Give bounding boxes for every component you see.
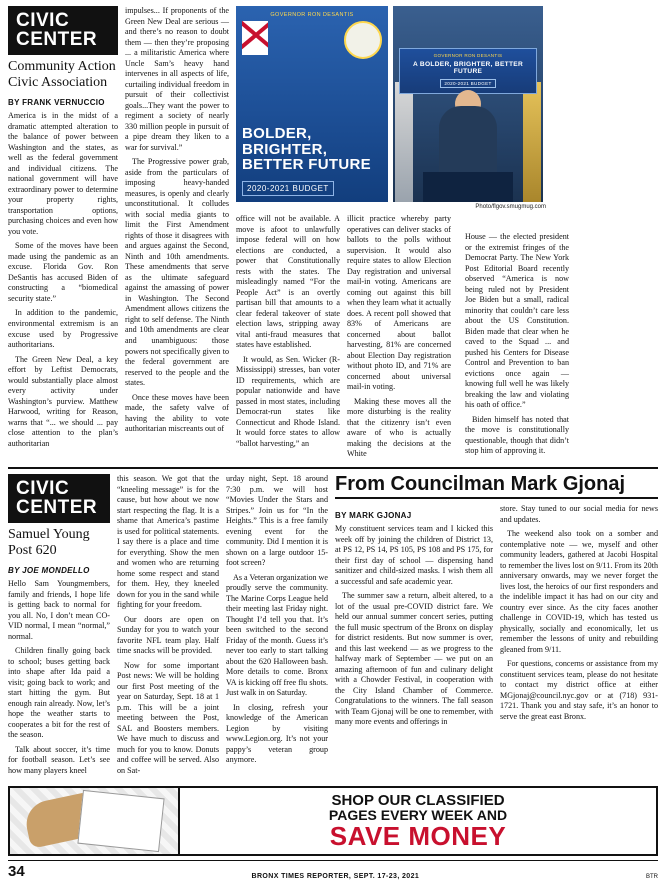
masthead-subtitle-2: [8, 527, 110, 559]
footer-code: BTR: [645, 874, 658, 880]
flag-left-decor: [395, 82, 413, 202]
masthead-subtitle: [8, 59, 118, 91]
article-body-column-5: House — the elected president or the extremist fringes of the Democrat Party. The New York Post Editorial Board recently observed “America is now being ruled not by President Joe Biden but a small, radical minority that couldn’t care less about the US Constitution. Biden made that clear when he caved to the Squad ... and pushed his Centers for Disease Control and Prevention to ban evictions once again — knowing full well he was likely breaking the law and violating his oath of office.” Biden himself has noted that the move is constitutionally questionable, though that didn’t stop him of approving it.: [465, 232, 569, 456]
masthead-subtitle-line2: Civic Association: [8, 75, 108, 91]
gjonaj-headline: From Councilman Mark Gjonaj: [335, 474, 658, 499]
gjonaj-column-1: BY MARK GJONAJ My constituent services team and I kicked this week off by joining the children of District 13, at PS 12, PS 14, PS 105, PS 108 and PS 175, for their first day of school — dispensing hand sanitizer and child-sized masks. I wish them all a successful and safe academic year. The summer saw a return, albeit altered, to a lot of the usual pre-COVID district fare. We held our annual summer concert series, putting the full music spectrum of the Bronx on display for district residents. But now summer is over, and this last weekend — as we progress to the halfway mark of September — we put on an amazing afternoon of fun and culinary delight with a Chowder Festival, in cooperation with the City Island Chamber of Commerce. Congratulations to the winners. The fall season with Team Gjonaj will be one to remember, with many more events and offerings in: [335, 511, 493, 727]
ad-line-3: SAVE MONEY: [329, 821, 507, 852]
cover-emblems: [242, 21, 382, 59]
photo-credit: Photo/flgov.smugmug.com: [475, 204, 546, 210]
article-body-column-4: illicit practice whereby party operatives can deliver stacks of ballots to the polls without supervision. It would also require states to allow Election Day registration and universal mail-in voting. Americans are coming out against this bill when they learn what it actually does. A recent poll showed that 83% of Americans are concerned about ballot harvesting, 81% are concerned about Election Day registration without photo ID, and 71% are concerned about universal mail-in voting. Making these moves all the more disturbing is the reality that the citizenry isn’t even aware of who is actually making the decisions at the White: [347, 214, 451, 459]
section-divider: [8, 467, 658, 469]
bottom-section: [8, 474, 658, 780]
legion-post-column: [8, 474, 110, 780]
legion-body-column-1: Hello Sam Youngmembers, family and friends, I hope life is getting back to normal for you all. No, I don’t mean CO-VID normal, I mean “normal,” normal. Children finally going back to school; buses getting back into shape after Ida paid a visit; going back to work; and start hitting the gym. But enough rain already. Now, let’s hope the weather starts to cooperates a bit for the rest of the season. Talk about soccer, it’s time for football season. Let’s see how many players kneel: [8, 579, 110, 775]
legion-body-column-3: urday night, Sept. 18 around 7:30 p.m. we will host “Movies Under the Stars and Stripes.” Join us for “In the Heights.” This is a free family evening event for the community. Did I mention it is shown on a large outdoor 15-foot screen? As a Veteran organization we proudly serve the community. The Marine Corps League held their meeting last Friday night. Thought I’d tell you that. It’s been switched to the second Friday of the month. Guess it’s never too early to start talking about the 620 Halloween bash. More details to come. Bronx VA is kicking off free flu shots. Just walk in on Saturday. In closing, refresh your knowledge of the American Legion by visiting www.Legion.org. It’s not your pappy’s veteran group anymore.: [226, 474, 328, 765]
ad-illustration: [10, 788, 180, 854]
article-byline: BY FRANK VERNUCCIO: [8, 98, 105, 108]
newspaper-icon: [77, 790, 164, 852]
gjonaj-article: [335, 474, 658, 780]
article-body-column-1: America is in the midst of a dramatic attempted alteration to the balance of power between Washington and the states, as well as the federal government and individual citizens. The national government will have extraordinary power to determine your property rights, transportation options, purchasing choices and even how you vote. Some of the moves have been made using the pandemic as an excuse. Florida Gov. Ron DeSantis has accused Biden of constructing a “biomedical security state.” In addition to the pandemic, environmental extremism is an excuse used by Progressive authoritarians. The Green New Deal, a key effort by Leftist Democrats, would substantially place almost every activity under Washington’s purview. Matthew Harwood, writing for Reason, warns that “... we should ... pay close attention to the plan’s authoritarian: [8, 111, 118, 448]
masthead-subtitle-line1: Community Action: [8, 59, 116, 74]
civic-center-masthead-2: [8, 474, 110, 523]
state-seal-icon: [344, 21, 382, 59]
gjonaj-column-2: store. Stay tuned to our social media for news and updates. The weekend also took on a somber and contemplative note — we, myself and other community leaders, gathered at Jacobi Hospital to remember the lives lost on 9/11. From its 20th anniversary onwards, may we never forget the lives lost, the heroics of our first responders and the indelible impact it has had on our city and country ever since. As the city faces another challenge in COVID-19, which has tested us physically, socially and economically, let us remember the lessons of unity and rebuilding gleaned from 9/11. For questions, concerns or assistance from my constituent services team, please do not hesitate to contact my district office at either MGjonaj@council.nyc.gov or at (718) 931-1721. Thank you and stay safe, it’s an honor to serve the great east Bronx.: [500, 504, 658, 721]
photo-row: [236, 6, 546, 202]
publication-line: BRONX TIMES REPORTER, SEPT. 17-23, 2021: [251, 873, 420, 880]
ad-copy: [180, 793, 656, 851]
masthead-title: CIVIC CENTER: [16, 10, 98, 50]
top-section: [8, 6, 658, 461]
gjonaj-byline: BY MARK GJONAJ: [335, 511, 412, 520]
masthead-title-2: CIVIC CENTER: [16, 478, 98, 518]
page-footer: [8, 860, 658, 880]
cover-title: BOLDER, BRIGHTER, BETTER FUTURE: [242, 124, 371, 174]
page-number: 34: [8, 863, 25, 880]
cover-badge: 2020-2021 BUDGET: [242, 181, 334, 196]
cover-top-label: GOVERNOR RON DESANTIS: [270, 12, 354, 18]
article-body-column-3: office will not be available. A move is afoot to unlawfully impose federal will on how elections are conducted, a power that Constitutionally rests with the states. The misleadingly named “For the People Act” is an overtly partisan bill that amounts to a clear federal takeover of state election laws, stripping away vital anti-fraud measures that states have established. It would, as Sen. Wicker (R-Mississippi) stresses, ban voter ID requirements, which are popular nationwide and have passed in most states, including Democrat-run states like Connecticut and Rhode Island. It would force states to allow “ballot harvesting,” an: [236, 214, 340, 448]
florida-flag-icon: [242, 21, 268, 55]
civic-center-masthead: [8, 6, 118, 55]
ad-line-2: PAGES EVERY WEEK AND: [328, 807, 508, 824]
article-body-column-2: impulses... If proponents of the Green New Deal are serious — and there’s no reason to doubt them — then they’re proposing ... a militaristic America where Uncle Sam’s heavy hand intervenes in all aspects of life, curtailing individual freedom in pursuit of their collectivist goals...They want the power to regiment a society of nearly 330 million people in pursuit of a pipe dream they liken to a war for survival.” The Progressive power grab, aside from the particulars of imposing heavy-handed measures, is openly and clearly unconstitutional. It colludes with social media giants to limit the First Amendment rights of those it disagrees with and argues against the Second, Ninth and 10th amendments. These amendments that serve as the ultimate safeguard against the amassing of power in Washington. The Second Amendment allows citizens the right to self defense. The Ninth and 10th amendments are clear and unambiguous: those powers not specifically given to the federal government are reserved to the people and the states. Once these moves have been made, the safety valve of having the ability to vote authoritarian miscreants out of: [125, 6, 229, 434]
podium-banner: GOVERNOR RON DESANTIS A BOLDER, BRIGHTER, BETTER FUTURE 2020-2021 BUDGET: [399, 48, 537, 94]
podium-stand: [423, 172, 513, 202]
post-name: Samuel Young: [8, 527, 90, 542]
post-number: Post 620: [8, 543, 57, 559]
civic-center-column: [8, 6, 118, 461]
budget-cover-photo: [236, 6, 388, 202]
legion-body-column-2: this season. We got that the “kneeling message” is for the cause, but how about we now start respecting the flag. It is a shame that America’s pastime is used for political statements. I say there is a place and time for everything. Show the men and women who are returning home some respect and stand for them. Hey, they kneeled down for you in the sand while fighting for your freedom. Our doors are open on Sunday for you to watch your favorite NFL team play. Half time snacks will be provided. Now for some important Post news: We will be holding our first Post meeting of the year on Saturday, Sept. 18 at 1 p.m. This will be a joint meeting between the Post, SAL and Boosters members. We have much to discuss and much for you to know. Donuts and coffee will be served. Also on Sat-: [117, 474, 219, 775]
legion-byline: BY JOE MONDELLO: [8, 566, 90, 576]
ad-line-1: SHOP OUR CLASSIFIED: [331, 791, 505, 809]
flag-right-decor: [523, 82, 541, 202]
governor-podium-photo: [393, 6, 543, 202]
